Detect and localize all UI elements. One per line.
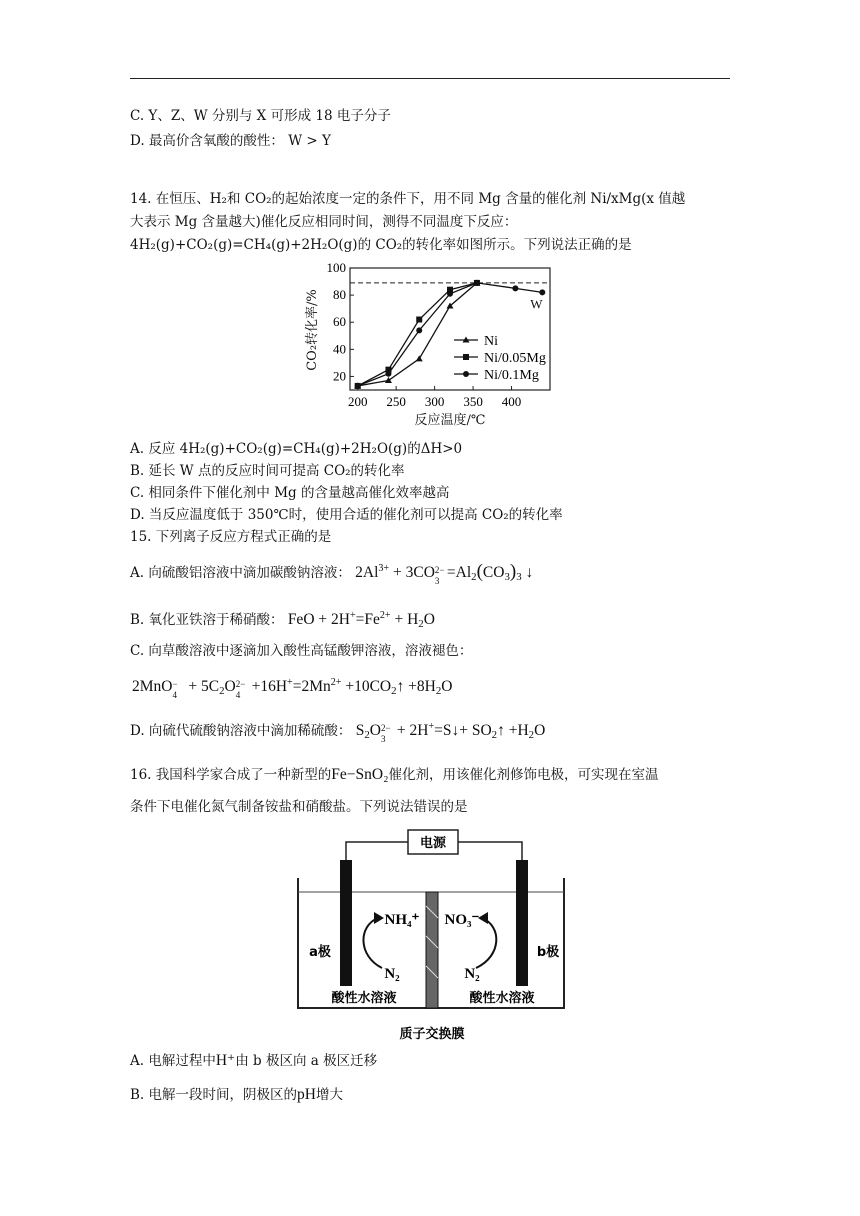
x-tick-label: 350 <box>463 394 483 409</box>
q15-option-c-equation: 2MnO − 4 + $5C_2O$ 2− 4 $+16H^+=2Mn^{2+}$ $+10CO_2↑ +8H_2O$ <box>132 677 453 701</box>
electrode-a <box>340 860 352 986</box>
q16-option-a-text-2: 由 b 极区向 a 极区迁移 <box>235 1053 378 1069</box>
x-tick-label: 250 <box>386 394 406 409</box>
y-tick-label: 40 <box>333 341 346 357</box>
co2-conversion-chart <box>300 258 562 430</box>
q15-option-d <box>130 718 545 744</box>
q16-option-b-ph: pH <box>297 1086 316 1103</box>
q16-option-b <box>130 1086 343 1104</box>
q13-option-d-text: D. 最高价含氧酸的酸性： <box>130 133 284 149</box>
q15-option-a-equation: $2Al^{3+} + 3CO$ 2− 3 $=Al_2(CO_3)_3$ ↓ <box>355 561 534 587</box>
data-point-2 <box>512 285 518 291</box>
q15-option-d-text: D. 向硫代硫酸钠溶液中滴加稀硫酸： <box>130 723 352 739</box>
q16-stem-text-b: 催化剂，用该催化剂修饰电极，可实现在室温 <box>388 767 659 783</box>
q15-stem: 15. 下列离子反应方程式正确的是 <box>130 529 332 545</box>
x-tick-label: 400 <box>501 394 522 409</box>
legend-marker <box>463 371 469 377</box>
q14-option-a: A. 反应 4H₂(g)+CO₂(g)=CH₄(g)+2H₂O(g)的ΔH>0 <box>130 441 463 457</box>
data-point-2 <box>447 291 453 297</box>
data-point-2 <box>539 289 545 295</box>
electrode-b <box>516 860 528 986</box>
chart-legend <box>454 334 546 383</box>
q14-option-c: C. 相同条件下催化剂中 Mg 的含量越高催化效率越高 <box>130 485 450 501</box>
nitrogen-right-label: N₂ <box>464 966 480 982</box>
electrode-b-label: b极 <box>536 945 560 960</box>
y-axis-label: CO₂转化率/% <box>305 289 320 371</box>
legend-label: Ni <box>484 334 498 349</box>
q16-stem-line1 <box>130 766 658 784</box>
q14-option-b: B. 延长 W 点的反应时间可提高 CO₂的转化率 <box>130 463 405 479</box>
data-point-2 <box>355 383 361 389</box>
legend-label: Ni/0.05Mg <box>484 351 546 366</box>
data-point-2 <box>385 371 391 377</box>
left-solution-label: 酸性水溶液 <box>331 991 397 1006</box>
q13-option-d <box>130 132 331 150</box>
q14-stem-line3: 4H₂(g)+CO₂(g)=CH₄(g)+2H₂O(g)的 CO₂的转化率如图所示。下列说法正确的是 <box>130 237 632 253</box>
electrolysis-cell-diagram <box>290 826 574 1048</box>
y-tick-label: 100 <box>326 260 346 275</box>
wire-left <box>346 842 408 860</box>
q15-option-c: C. 向草酸溶液中逐滴加入酸性高锰酸钾溶液，溶液褪色： <box>130 643 473 659</box>
legend-marker <box>463 354 469 360</box>
q16-stem-line2: 条件下电催化氮气制备铵盐和硝酸盐。下列说法错误的是 <box>130 799 468 815</box>
q16-option-a-text-1: A. 电解过程中 <box>130 1053 216 1069</box>
q15-option-b-text: B. 氧化亚铁溶于稀硝酸： <box>130 612 284 628</box>
nitrate-label: NO₃⁻ <box>444 912 480 928</box>
header-rule <box>130 78 730 79</box>
q14-stem-line2: 大表示 Mg 含量越大)催化反应相同时间，测得不同温度下反应： <box>130 214 518 230</box>
q16-stem-text-a: 16. 我国科学家合成了一种新型的 <box>130 767 332 783</box>
nitrogen-left-label: N₂ <box>384 966 400 982</box>
q14-option-d: D. 当反应温度低于 350℃时，使用合适的催化剂可以提高 CO₂的转化率 <box>130 507 563 523</box>
electrode-a-label: a极 <box>309 945 331 960</box>
arrow-right-head <box>478 912 488 924</box>
y-tick-label: 60 <box>333 314 346 330</box>
q16-option-b-text-1: B. 电解一段时间，阴极区的 <box>130 1087 298 1103</box>
x-axis-label: 反应温度/℃ <box>414 413 486 428</box>
data-point-1 <box>416 317 422 323</box>
q14-stem-line1: 14. 在恒压、H₂和 CO₂的起始浓度一定的条件下，用不同 Mg 含量的催化剂 Ni/xMg(x 值越 <box>130 191 686 207</box>
data-point-2 <box>416 327 422 333</box>
q15-option-b <box>130 607 435 633</box>
q16-option-a-ion: H⁺ <box>215 1052 236 1069</box>
y-tick-label: 80 <box>333 287 346 303</box>
series-line-0 <box>358 283 477 386</box>
data-point-0 <box>385 377 392 383</box>
right-solution-label: 酸性水溶液 <box>469 991 535 1006</box>
q16-option-a <box>130 1052 377 1070</box>
proton-exchange-membrane <box>426 892 438 1008</box>
membrane-label: 质子交换膜 <box>399 1027 465 1042</box>
data-point-2 <box>474 280 480 286</box>
q16-catalyst-formula: Fe−SnO₂ <box>331 766 389 783</box>
q13-option-d-formula: W > Y <box>288 133 331 149</box>
q15-option-d-equation: $S_2O$ 2− 3 + 2H+=S↓+ $SO_2↑ +H_2O$ <box>355 721 546 745</box>
power-supply-label: 电源 <box>419 836 447 851</box>
point-w-label: W <box>530 296 543 312</box>
arrow-left-curve <box>363 918 382 968</box>
wire-right <box>458 842 522 860</box>
q15-option-a <box>130 560 533 586</box>
x-tick-label: 200 <box>347 394 368 409</box>
legend-label: Ni/0.1Mg <box>484 368 539 383</box>
ammonium-label: NH₄⁺ <box>384 912 420 928</box>
q13-option-c: C. Y、Z、W 分别与 X 可形成 18 电子分子 <box>130 108 391 124</box>
q15-option-a-text: A. 向硫酸铝溶液中滴加碳酸钠溶液： <box>130 565 351 581</box>
arrow-left-head <box>374 912 384 924</box>
x-tick-label: 300 <box>424 394 445 409</box>
q16-option-b-text-2: 增大 <box>315 1087 343 1103</box>
q15-option-b-equation: FeO + $2H^+=Fe^{2+} + H_2O$ <box>287 610 435 630</box>
y-tick-label: 20 <box>333 368 346 384</box>
data-point-0 <box>416 355 423 361</box>
